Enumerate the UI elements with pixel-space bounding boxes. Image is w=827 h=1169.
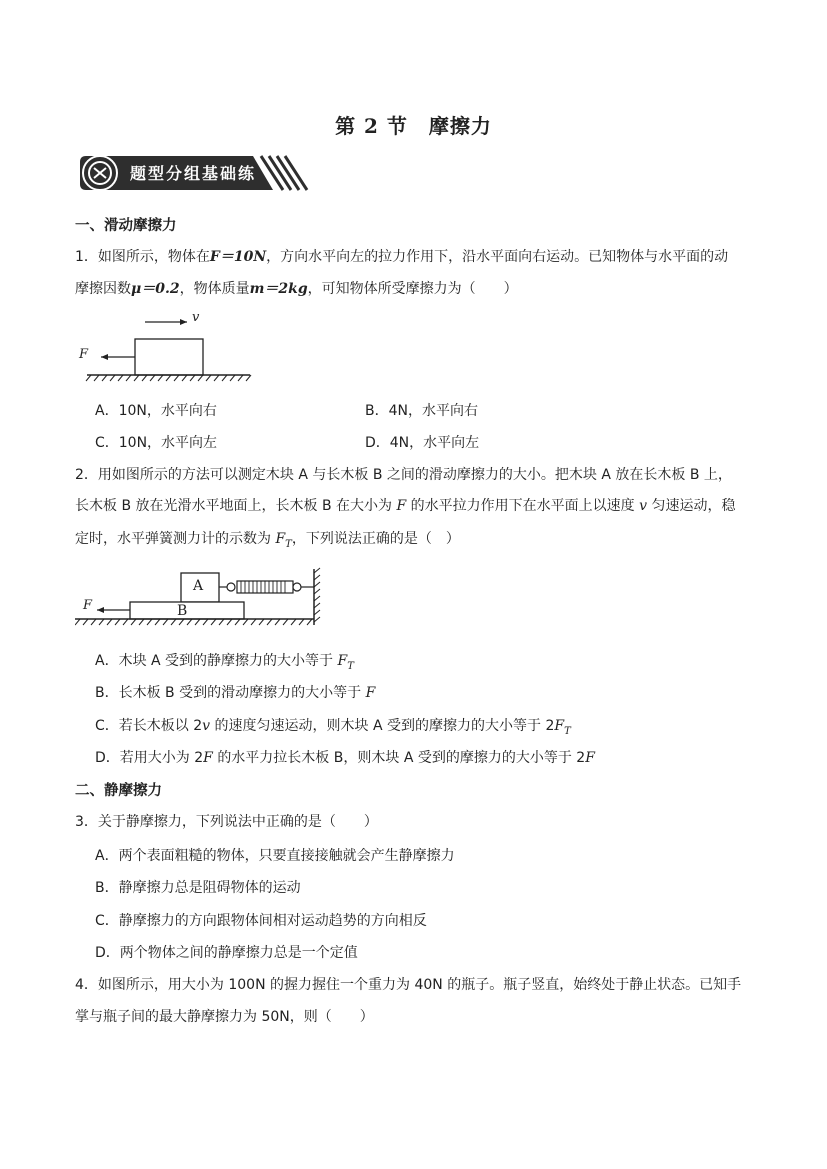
q1-velocity-label: v <box>192 310 200 325</box>
q2-block-a-label: A <box>193 578 204 594</box>
section-heading-sliding: 一、滑动摩擦力 <box>75 218 177 234</box>
section-heading-static: 二、静摩擦力 <box>75 783 162 799</box>
q2-board-b-label: B <box>177 603 188 619</box>
q3-line-1: 3．关于静摩擦力，下列说法中正确的是（ ） <box>75 814 378 830</box>
q2-option-b[interactable]: B．长木板 B 受到的滑动摩擦力的大小等于 F <box>95 685 376 701</box>
q2-option-d[interactable]: D．若用大小为 2F 的水平力拉长木板 B，则木块 A 受到的摩擦力的大小等于 2F <box>95 750 595 766</box>
q2-line-1: 2．用如图所示的方法可以测定木块 A 与长木板 B 之间的滑动摩擦力的大小。把木块 A 放在长木板 B 上， <box>75 467 732 483</box>
q2-option-a[interactable]: A．木块 A 受到的静摩擦力的大小等于 $F_T$ <box>95 653 354 672</box>
q3-option-b[interactable]: B．静摩擦力总是阻碍物体的运动 <box>95 880 301 896</box>
q2-diagram <box>75 567 325 632</box>
q1-option-d[interactable]: D．4N，水平向左 <box>365 435 480 451</box>
q2-option-c[interactable]: C．若长木板以 2v 的速度匀速运动，则木块 A 受到的摩擦力的大小等于 $2F_T$ <box>95 718 571 737</box>
q3-option-c[interactable]: C．静摩擦力的方向跟物体间相对运动趋势的方向相反 <box>95 913 427 929</box>
section-banner <box>78 152 310 194</box>
q1-line-1: 1．如图所示，物体在F＝10N，方向水平向左的拉力作用下，沿水平面向右运动。已知物体与水平面的动 <box>75 249 729 265</box>
q2-line-2: 长木板 B 放在光滑水平地面上，长木板 B 在大小为 F 的水平拉力作用下在水平面上以速度 v 匀速运动，稳 <box>75 498 736 514</box>
q3-option-d[interactable]: D．两个物体之间的静摩擦力总是一个定值 <box>95 945 358 961</box>
q2-figure <box>75 567 325 632</box>
q1-option-c[interactable]: C．10N，水平向左 <box>95 435 218 451</box>
q1-force-label: F <box>79 347 89 362</box>
q4-line-2: 掌与瓶子间的最大静摩擦力为 50N，则（ ） <box>75 1009 374 1025</box>
q1-option-a[interactable]: A．10N，水平向右 <box>95 403 217 419</box>
q1-figure <box>75 310 255 385</box>
q2-line-3: 定时，水平弹簧测力计的示数为 $F_T$，下列说法正确的是（ ） <box>75 531 460 550</box>
q4-line-1: 4．如图所示，用大小为 100N 的握力握住一个重力为 40N 的瓶子。瓶子竖直，始终处于静止状态。已知手 <box>75 977 742 993</box>
q1-diagram <box>75 310 255 385</box>
q1-line-2: 摩擦因数μ＝0.2，物体质量m＝2kg，可知物体所受摩擦力为（ ） <box>75 281 518 297</box>
banner-label: 题型分组基础练 <box>130 164 257 183</box>
page-title: 第 2 节 摩擦力 <box>335 114 492 138</box>
q1-option-b[interactable]: B．4N，水平向右 <box>365 403 478 419</box>
q2-force-label: F <box>83 598 93 613</box>
q3-option-a[interactable]: A．两个表面粗糙的物体，只要直接接触就会产生静摩擦力 <box>95 848 455 864</box>
